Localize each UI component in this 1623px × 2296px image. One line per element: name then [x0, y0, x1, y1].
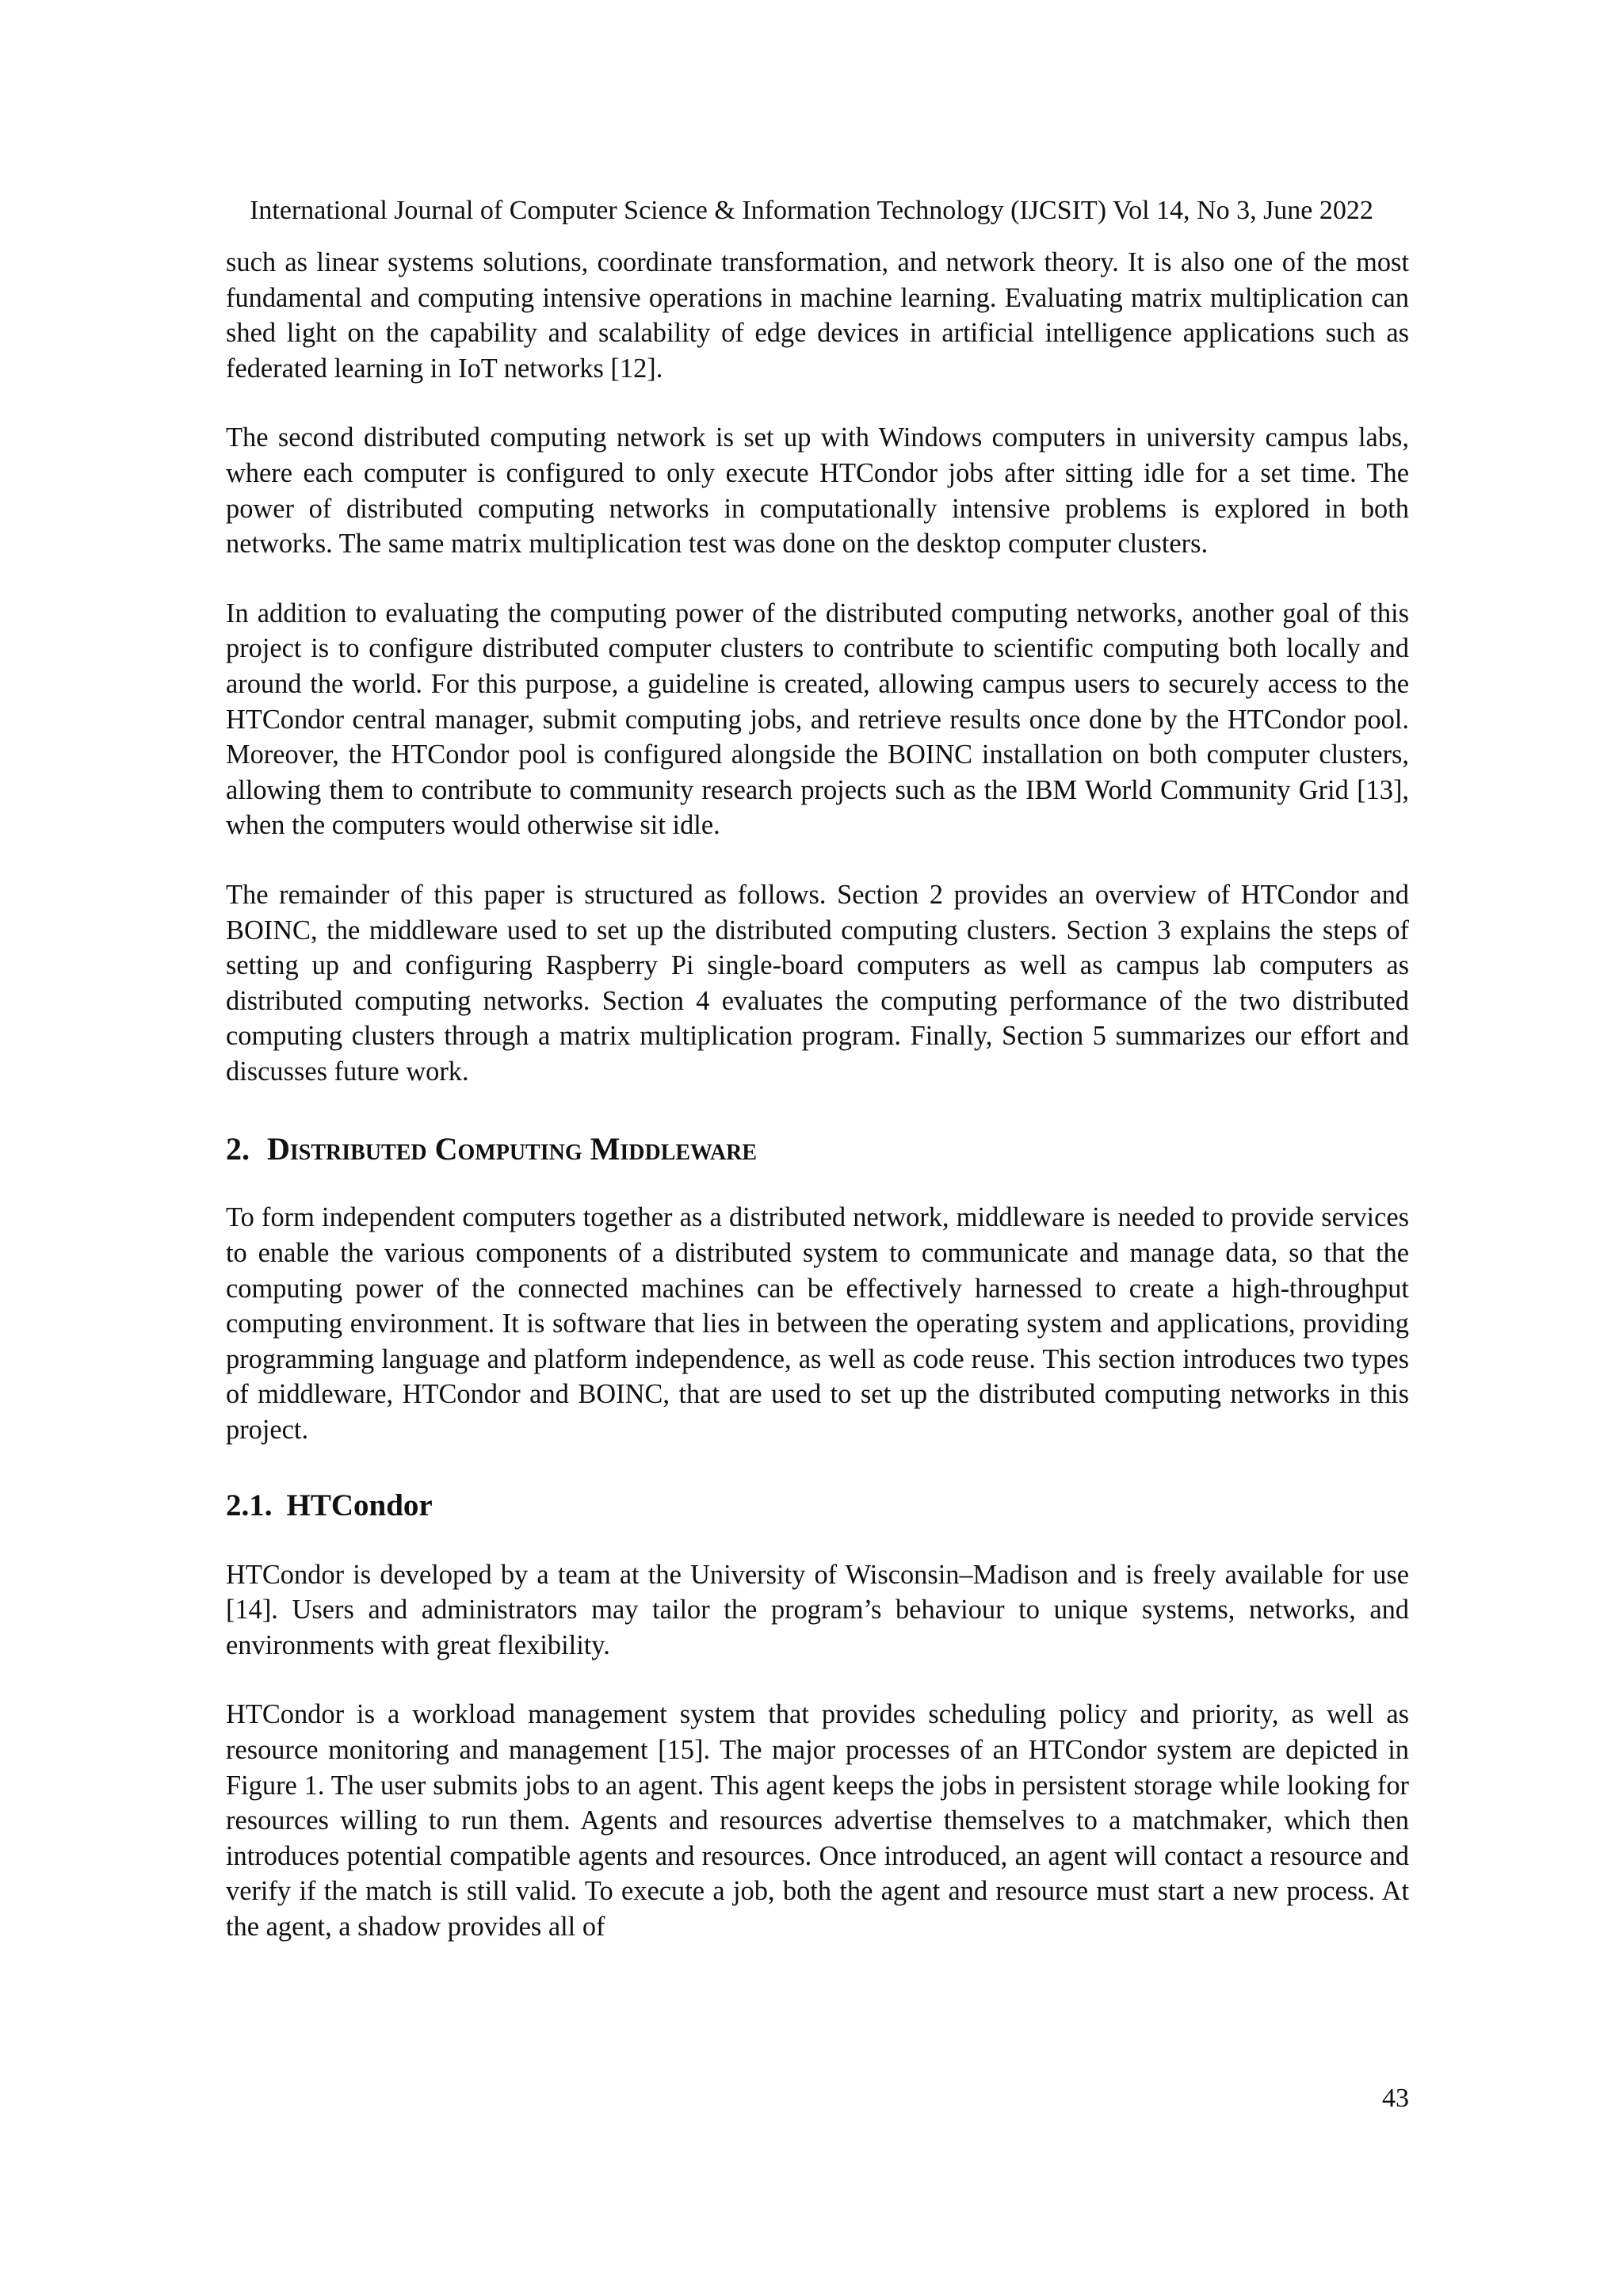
page-body [226, 245, 1409, 1979]
paragraph-intro-1: such as linear systems solutions, coordinate transformation, and network theory. It is also one of the most fundamental and computing intensive operations in machine learning. Evaluating matrix multiplication can shed light on the capability and scalability of edge devices in artificial intelligence applications such as federated learning in IoT networks [12]. [226, 247, 1409, 384]
running-header: International Journal of Computer Science & Information Technology (IJCSIT) Vol 14, No 3, June 2022 [250, 196, 1373, 225]
section-number: 2. [226, 1131, 250, 1167]
paragraph-intro-3: In addition to evaluating the computing power of the distributed computing networks, another goal of this project is to configure distributed computer clusters to contribute to scientific computing both locally and around the world. For this purpose, a guideline is created, allowing campus users to securely access to the HTCondor central manager, submit computing jobs, and retrieve results once done by the HTCondor pool. Moreover, the HTCondor pool is configured alongside the BOINC installation on both computer clusters, allowing them to contribute to community research projects such as the IBM World Community Grid [13], when the computers would otherwise sit idle. [226, 598, 1409, 841]
paragraph-intro-4: The remainder of this paper is structured as follows. Section 2 provides an overview of HTCondor and BOINC, the middleware used to set up the distributed computing clusters. Section 3 explains the steps of setting up and configuring Raspberry Pi single-board computers as well as campus lab computers as distributed computing networks. Section 4 evaluates the computing performance of the two distributed computing clusters through a matrix multiplication program. Finally, Section 5 summarizes our effort and discusses future work. [226, 879, 1409, 1087]
section-title: Distributed Computing Middleware [267, 1131, 758, 1167]
subsection-heading [226, 1488, 1409, 1524]
page-number: 43 [1382, 2084, 1409, 2113]
section-heading [226, 1130, 1409, 1168]
paragraph-section2-1: To form independent computers together as a distributed network, middleware is needed to provide services to enable the various components of a distributed system to communicate and manage data, so that the computing power of the connected machines can be effectively harnessed to create a high-throughput computing environment. It is software that lies in between the operating system and applications, providing programming language and platform independence, as well as code reuse. This section introduces two types of middleware, HTCondor and BOINC, that are used to set up the distributed computing networks in this project. [226, 1202, 1409, 1446]
subsection-number: 2.1. [226, 1488, 273, 1522]
subsection-title: HTCondor [286, 1488, 433, 1522]
paragraph-htcondor-1: HTCondor is developed by a team at the University of Wisconsin–Madison and is freely available for use [14]. Users and administrators may tailor the program’s behaviour to unique systems, networks, and environments with great flexibility. [226, 1559, 1409, 1660]
paragraph-htcondor-2: HTCondor is a workload management system that provides scheduling policy and priority, as well as resource monitoring and management [15]. The major processes of an HTCondor system are depicted in Figure 1. The user submits jobs to an agent. This agent keeps the jobs in persistent storage while looking for resources willing to run them. Agents and resources advertise themselves to a matchmaker, which then introduces potential compatible agents and resources. Once introduced, an agent will contact a resource and verify if the match is still valid. To execute a job, both the agent and resource must start a new process. At the agent, a shadow provides all of [226, 1699, 1409, 1942]
paragraph-intro-2: The second distributed computing network is set up with Windows computers in university campus labs, where each computer is configured to only execute HTCondor jobs after sitting idle for a set time. The power of distributed computing networks in computationally intensive problems is explored in both networks. The same matrix multiplication test was done on the desktop computer clusters. [226, 422, 1409, 560]
